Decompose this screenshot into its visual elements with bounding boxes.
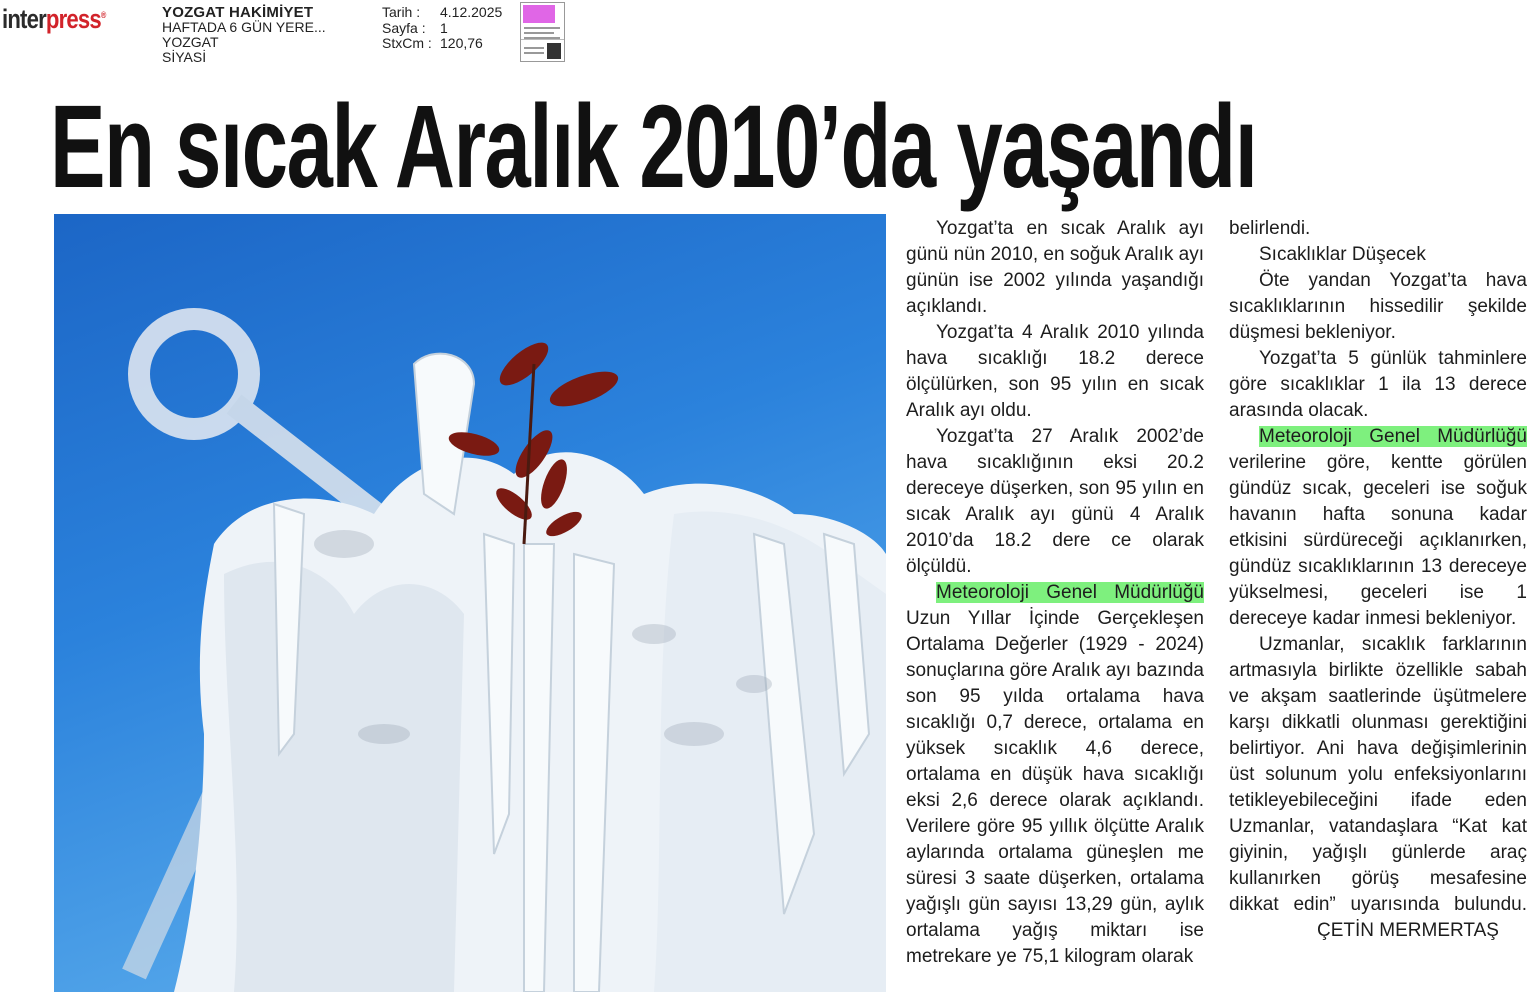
stxcm-label: StxCm : xyxy=(382,35,432,51)
logo-part-inter: inter xyxy=(2,4,46,34)
publication-category: SİYASİ xyxy=(162,49,207,65)
paragraph: Öte yandan Yozgat’ta hava sıcaklıklarının hissedilir şekilde düşmesi bekleniyor. xyxy=(1229,270,1527,343)
author-byline: ÇETİN MERMERTAŞ xyxy=(1317,920,1499,941)
publication-info xyxy=(162,5,326,65)
article-column-2 xyxy=(1229,216,1527,944)
subheading: Sıcaklıklar Düşecek xyxy=(1259,244,1426,265)
paragraph: Yozgat’ta 27 Aralık 2002’de hava sıcaklığının eksi 20.2 dereceye düşerken, son 95 yılın en sıcak Aralık ayı günü 4 Aralık 2010’da 18.2 dere ce olarak ölçüldü. xyxy=(906,426,1204,577)
highlight-term: Meteoroloji Genel Müdürlüğü xyxy=(1259,426,1527,447)
date-label: Tarih : xyxy=(382,4,421,20)
article-column-1 xyxy=(906,216,1204,970)
stxcm-value: 120,76 xyxy=(440,35,483,51)
page-thumbnail[interactable] xyxy=(520,2,565,62)
paragraph: Yozgat’ta 4 Aralık 2010 yılında hava sıcaklığı 18.2 derece ölçülürken, son 95 yılın en sıcak Aralık ayı oldu. xyxy=(906,322,1204,421)
page-label: Sayfa : xyxy=(382,19,426,36)
publication-frequency: HAFTADA 6 GÜN YERE... xyxy=(162,19,326,35)
logo-registered-mark: ® xyxy=(100,10,106,20)
page-value: 1 xyxy=(440,19,448,36)
paragraph xyxy=(906,580,1204,970)
paragraph xyxy=(1229,632,1527,944)
paragraph xyxy=(1229,424,1527,632)
highlight-term: Meteoroloji Genel Müdürlüğü xyxy=(936,582,1204,603)
paragraph-text: Uzun Yıllar İçinde Gerçekleşen Ortalama Değerler (1929 - 2024) sonuçlarına göre Aralık ayı bazında son 95 yılda ortalama hava sıcaklığı 0,7 derece, ortalama en yüksek sıcaklık 4,6 derece, ortalama en düşük hava sıcaklığı eksi 2,6 derece olarak açıklandı. Verilere göre 95 yıllık ölçütte Aralık aylarında ortalama güneşlen me süresi 3 saate düşerken, ortalama yağışlı gün sayısı 13,29 gün, aylık ortalama yağış miktarı ise metrekare ye 75,1 kilogram olarak xyxy=(906,608,1204,967)
interpress-logo xyxy=(2,4,105,35)
paragraph: Yozgat’ta 5 günlük tahminlere göre sıcaklıklar 1 ila 13 derece arasında olacak. xyxy=(1229,348,1527,421)
paragraph-continuation: belirlendi. xyxy=(1229,218,1311,239)
publication-city: YOZGAT xyxy=(162,34,219,50)
article-headline: En sıcak Aralık 2010’da yaşandı xyxy=(50,81,1257,213)
article-photo xyxy=(54,214,886,992)
paragraph: Yozgat’ta en sıcak Aralık ayı günü nün 2010, en soğuk Aralık ayı günün ise 2002 yılında yaşandığı açıklandı. xyxy=(906,218,1204,317)
publication-name: YOZGAT HAKİMİYET xyxy=(162,4,314,21)
logo-part-press: press xyxy=(45,4,101,34)
date-value: 4.12.2025 xyxy=(440,4,503,20)
clipping-meta xyxy=(382,5,502,52)
paragraph-text: verilerine göre, kentte görülen gündüz sıcak, geceleri ise soğuk havanın hafta sonuna kadar etkisini sürdüreceği açıklanırken, gündüz sıcaklıklarının 13 dereceye yükselmesi, geceleri ise 1 dereceye kadar inmesi bekleniyor. xyxy=(1229,452,1527,629)
paragraph-text: Uzmanlar, sıcaklık farklarının artmasıyla birlikte özellikle sabah ve akşam saatlerinde üşütmelere karşı dikkatli olunması gerektiğini belirtiyor. Ani hava değişimlerinin üst solunum yolu enfeksiyonlarını tetikleyebileceğini ifade eden Uzmanlar, vatandaşlara “Kat kat giyinin, yağışlı günlerde araç kullanırken görüş mesafesine dikkat edin” uyarısında bulundu. xyxy=(1229,634,1527,915)
